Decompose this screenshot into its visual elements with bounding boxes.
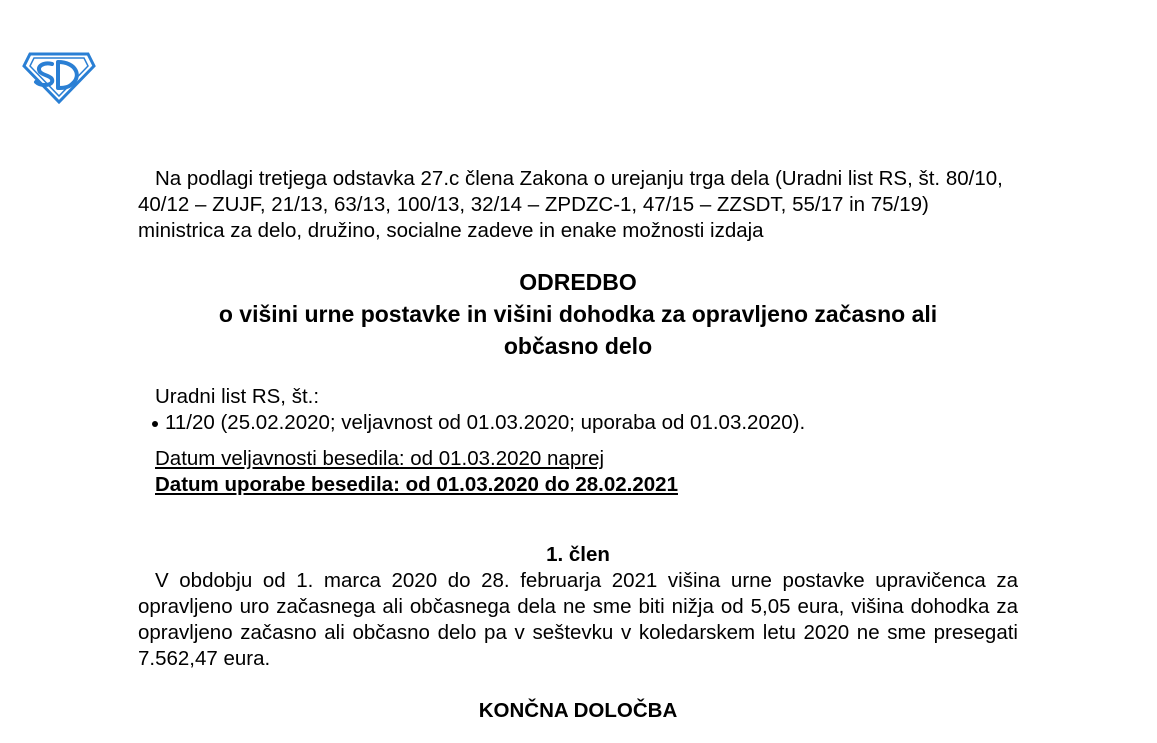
final-provision-heading: KONČNA DOLOČBA [478, 699, 678, 722]
sd-shield-logo-icon [22, 48, 96, 104]
gazette-item [152, 410, 1018, 436]
intro-paragraph: Na podlagi tretjega odstavka 27.c člena Zakona o urejanju trga dela (Uradni list RS, št. 80/10, 40/12 – ZUJF, 21/13, 63/13, 100/13, 32/14 – ZPDZC-1, 47/15 – ZZSDT, 55/17 in 75/19) ministrica za delo, družino, socialne zadeve in enake možnosti izdaja [138, 167, 1003, 242]
gazette-list [155, 410, 1018, 436]
bullet-icon [152, 421, 158, 427]
validity-date: Datum veljavnosti besedila: od 01.03.2020 naprej [155, 447, 605, 470]
gazette-item-text: 11/20 (25.02.2020; veljavnost od 01.03.2020; uporaba od 01.03.2020). [165, 411, 806, 434]
document-content [138, 166, 1018, 724]
title-line-1: ODREDBO [519, 269, 637, 295]
application-date: Datum uporabe besedila: od 01.03.2020 do 28.02.2021 [155, 473, 678, 496]
document-title [138, 266, 1018, 362]
title-line-2: o višini urne postavke in višini dohodka za opravljeno začasno ali [218, 301, 938, 327]
title-line-3: občasno delo [503, 333, 653, 359]
validity-dates [138, 446, 1018, 498]
gazette-label: Uradni list RS, št.: [155, 385, 320, 408]
gazette-references [138, 384, 1018, 436]
article-1-body: V obdobju od 1. marca 2020 do 28. februarja 2021 višina urne postavke upravičenca za opravljeno uro začasnega ali občasnega dela ne sme biti nižja od 5,05 eura, višina dohodka za opravljeno začasno ali občasno delo pa v seštevku v koledarskem letu 2020 ne sme presegati 7.562,47 eura. [138, 569, 1018, 670]
article-1-heading: 1. člen [546, 543, 610, 566]
